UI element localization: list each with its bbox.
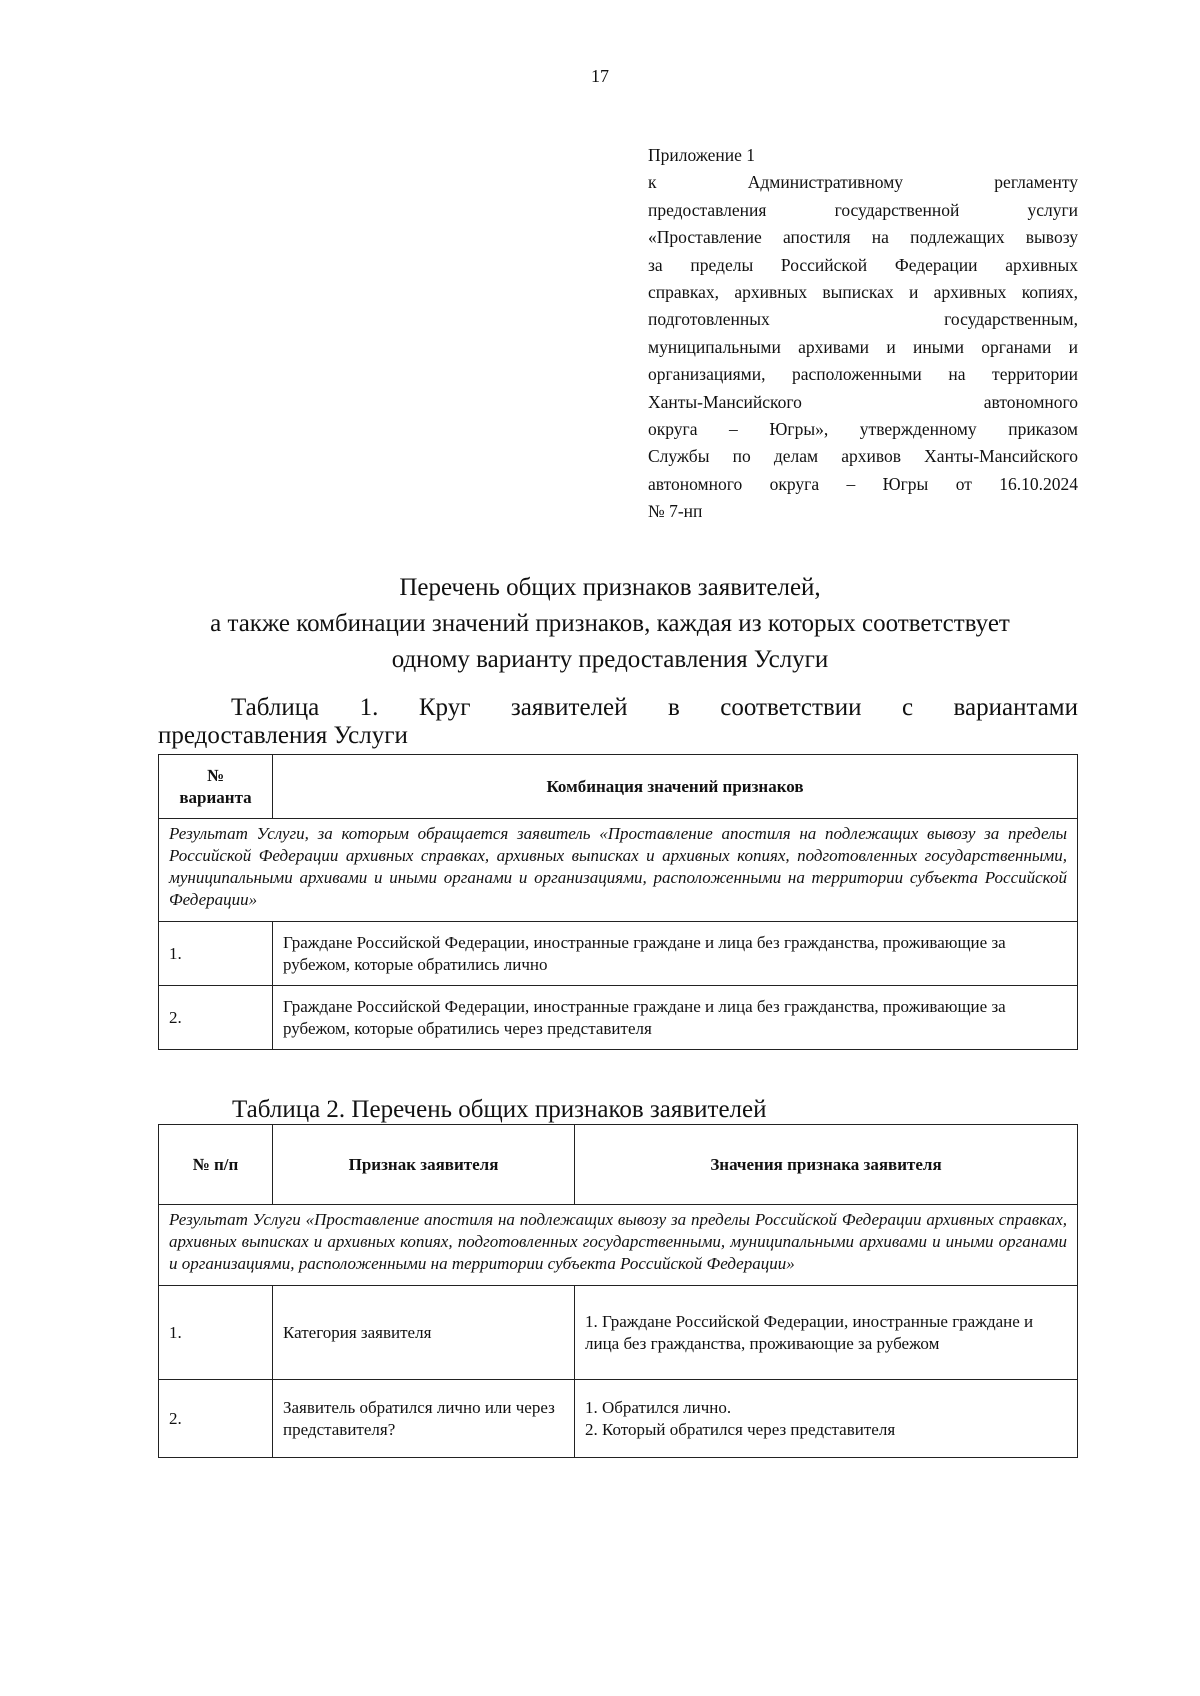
attribute-name: Заявитель обратился лично или через представителя? xyxy=(273,1380,575,1458)
appendix-line: № 7-нп xyxy=(648,501,703,522)
variant-description: Граждане Российской Федерации, иностранные граждане и лица без гражданства, проживающие за рубежом, которые обратились лично xyxy=(273,922,1078,986)
appendix-line: подготовленных государственным, xyxy=(648,309,1078,330)
appendix-line: округа – Югры», утвержденному приказом xyxy=(648,419,1078,440)
table-header-row xyxy=(159,1125,1078,1205)
table-row xyxy=(159,1286,1078,1380)
appendix-line: предоставления государственной услуги xyxy=(648,199,1078,220)
heading-line: одному варианту предоставления Услуги xyxy=(391,646,829,673)
appendix-reference xyxy=(648,142,1078,526)
attribute-values xyxy=(575,1380,1078,1458)
attribute-value: 1. Обратился лично. xyxy=(585,1397,732,1417)
variant-number: 1. xyxy=(159,922,273,986)
attribute-value: 2. Который обратился через представителя xyxy=(585,1419,896,1439)
table-result-row xyxy=(159,1205,1078,1286)
appendix-line: к Административному регламенту xyxy=(648,172,1078,193)
table-row xyxy=(159,1380,1078,1458)
table2-caption: Таблица 2. Перечень общих признаков заявителей xyxy=(232,1096,767,1123)
appendix-line: за пределы Российской Федерации архивных xyxy=(648,254,1078,275)
attribute-value: 1. Граждане Российской Федерации, иностранные граждане и лица без гражданства, проживающие за рубежом xyxy=(585,1311,1034,1353)
table-row xyxy=(159,986,1078,1050)
heading-line: а также комбинации значений признаков, каждая из которых соответствует xyxy=(210,610,1010,637)
appendix-line: Приложение 1 xyxy=(648,145,756,165)
variant-number: 2. xyxy=(159,986,273,1050)
header-combination: Комбинация значений признаков xyxy=(273,755,1078,819)
heading-line: Перечень общих признаков заявителей, xyxy=(399,574,821,601)
service-result-text: Результат Услуги «Проставление апостиля на подлежащих вывозу за пределы Российской Федерации архивных справках, архивных выписках и архивных копиях, подготовленных государственными, муниципальными архивами и иными органами и организациями, расположенными на территории субъекта Российской Федерации» xyxy=(159,1205,1078,1286)
applicants-variants-table xyxy=(158,754,1078,1050)
header-item-number: № п/п xyxy=(159,1125,273,1205)
variant-description: Граждане Российской Федерации, иностранные граждане и лица без гражданства, проживающие за рубежом, которые обратились через представителя xyxy=(273,986,1078,1050)
table-result-row xyxy=(159,819,1078,922)
table-row xyxy=(159,922,1078,986)
header-attribute: Признак заявителя xyxy=(273,1125,575,1205)
appendix-line: муниципальными архивами и иными органами и xyxy=(648,336,1078,357)
appendix-line: «Проставление апостиля на подлежащих вывозу xyxy=(648,227,1078,248)
table-header-row xyxy=(159,755,1078,819)
appendix-line: организациями, расположенными на территории xyxy=(648,364,1078,385)
applicant-attributes-table xyxy=(158,1124,1078,1458)
appendix-line: Ханты-Мансийского автономного xyxy=(648,391,1078,412)
service-result-text: Результат Услуги, за которым обращается заявитель «Проставление апостиля на подлежащих вывозу за пределы Российской Федерации архивных справках, архивных выписках и архивных копиях, подготовленных государственными, муниципальными архивами и иными органами и организациями, расположенными на территории субъекта Российской Федерации» xyxy=(159,819,1078,922)
attribute-values xyxy=(575,1286,1078,1380)
appendix-line: автономного округа – Югры от 16.10.2024 xyxy=(648,473,1078,494)
item-number: 2. xyxy=(159,1380,273,1458)
header-attribute-values: Значения признака заявителя xyxy=(575,1125,1078,1205)
attribute-name: Категория заявителя xyxy=(273,1286,575,1380)
header-variant-number: № варианта xyxy=(159,755,273,819)
appendix-line: справках, архивных выписках и архивных копиях, xyxy=(648,282,1078,303)
document-heading xyxy=(140,570,1080,678)
item-number: 1. xyxy=(159,1286,273,1380)
table1-caption xyxy=(158,694,1078,750)
appendix-line: Службы по делам архивов Ханты-Мансийского xyxy=(648,446,1078,467)
table1-caption-line: предоставления Услуги xyxy=(158,722,408,749)
page-number: 17 xyxy=(591,66,609,86)
table1-caption-line: Таблица 1. Круг заявителей в соответствии с вариантами xyxy=(231,694,1078,721)
